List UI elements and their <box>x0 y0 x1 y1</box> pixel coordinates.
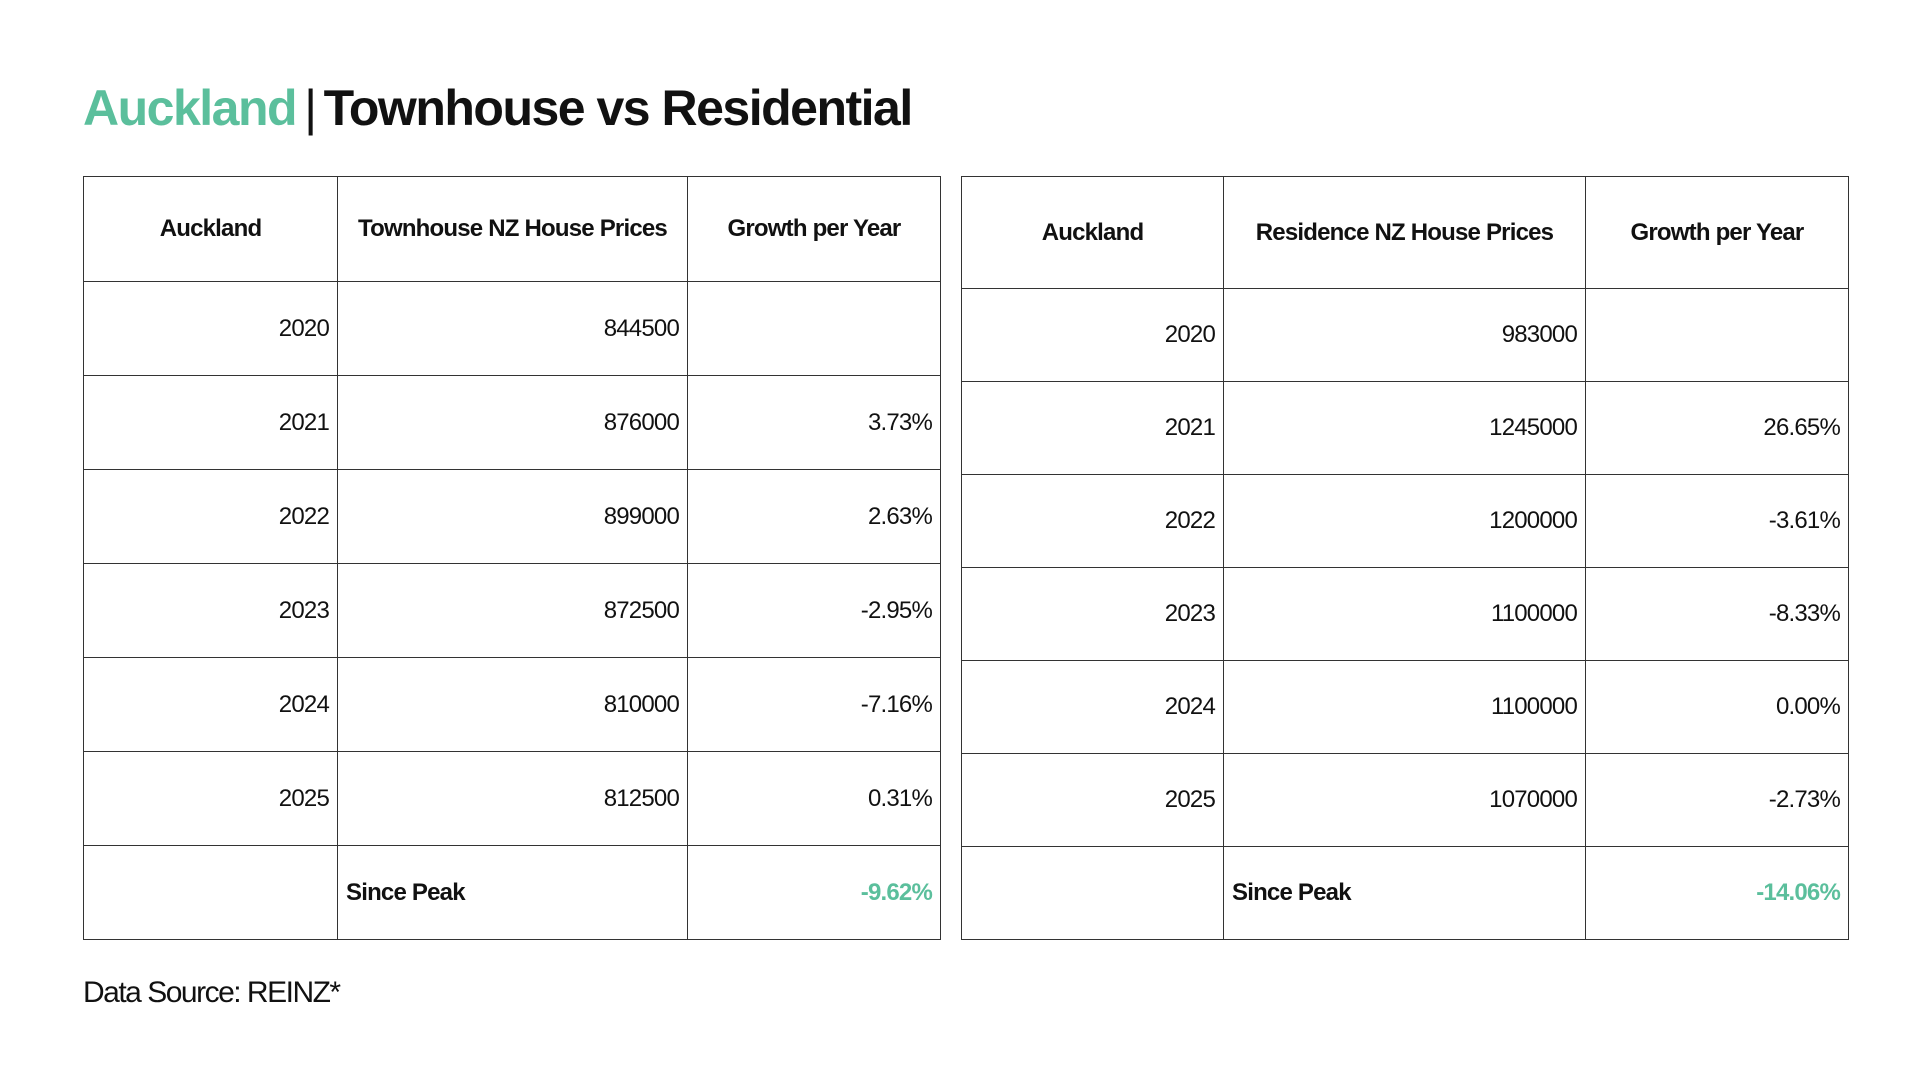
table-row <box>84 282 941 376</box>
year-cell: 2021 <box>962 382 1224 475</box>
column-header-price: Residence NZ House Prices <box>1224 177 1586 289</box>
year-cell: 2022 <box>962 475 1224 568</box>
year-cell: 2023 <box>962 568 1224 661</box>
price-cell: 1200000 <box>1224 475 1586 568</box>
townhouse-price-table <box>83 176 941 940</box>
year-cell: 2021 <box>84 376 338 470</box>
price-cell: 1100000 <box>1224 568 1586 661</box>
title-separator: | <box>304 80 316 136</box>
year-cell: 2024 <box>84 658 338 752</box>
growth-cell: 0.31% <box>688 752 941 846</box>
table-row <box>962 568 1849 661</box>
growth-cell: 26.65% <box>1586 382 1849 475</box>
column-header-region: Auckland <box>962 177 1224 289</box>
price-cell: 876000 <box>338 376 688 470</box>
since-peak-row <box>962 847 1849 940</box>
price-cell: 844500 <box>338 282 688 376</box>
table-header-row <box>84 177 941 282</box>
price-cell: 1245000 <box>1224 382 1586 475</box>
table-row <box>84 470 941 564</box>
year-cell: 2022 <box>84 470 338 564</box>
price-cell: 872500 <box>338 564 688 658</box>
page-title <box>83 78 912 138</box>
price-cell: 899000 <box>338 470 688 564</box>
growth-cell: -3.61% <box>1586 475 1849 568</box>
title-city: Auckland <box>83 80 297 136</box>
price-cell: 1100000 <box>1224 661 1586 754</box>
growth-cell: -2.95% <box>688 564 941 658</box>
title-subject: Townhouse vs Residential <box>323 80 912 136</box>
year-cell: 2024 <box>962 661 1224 754</box>
since-peak-value: -14.06% <box>1586 847 1849 940</box>
column-header-growth: Growth per Year <box>1586 177 1849 289</box>
table-row <box>962 289 1849 382</box>
year-cell: 2020 <box>962 289 1224 382</box>
growth-cell: 0.00% <box>1586 661 1849 754</box>
year-cell: 2020 <box>84 282 338 376</box>
year-cell: 2025 <box>84 752 338 846</box>
table-header-row <box>962 177 1849 289</box>
growth-cell: 2.63% <box>688 470 941 564</box>
since-peak-row <box>84 846 941 940</box>
table-row <box>84 376 941 470</box>
residence-price-table <box>961 176 1849 940</box>
price-cell: 983000 <box>1224 289 1586 382</box>
growth-cell <box>688 282 941 376</box>
column-header-region: Auckland <box>84 177 338 282</box>
year-cell: 2025 <box>962 754 1224 847</box>
empty-cell <box>962 847 1224 940</box>
price-cell: 810000 <box>338 658 688 752</box>
since-peak-value: -9.62% <box>688 846 941 940</box>
table-row <box>962 475 1849 568</box>
table-row <box>962 661 1849 754</box>
column-header-price: Townhouse NZ House Prices <box>338 177 688 282</box>
price-cell: 1070000 <box>1224 754 1586 847</box>
empty-cell <box>84 846 338 940</box>
growth-cell: -8.33% <box>1586 568 1849 661</box>
growth-cell: -7.16% <box>688 658 941 752</box>
price-cell: 812500 <box>338 752 688 846</box>
data-source-note: Data Source: REINZ* <box>83 976 340 1009</box>
column-header-growth: Growth per Year <box>688 177 941 282</box>
growth-cell <box>1586 289 1849 382</box>
year-cell: 2023 <box>84 564 338 658</box>
table-row <box>84 752 941 846</box>
table-row <box>84 564 941 658</box>
growth-cell: -2.73% <box>1586 754 1849 847</box>
table-row <box>962 382 1849 475</box>
since-peak-label: Since Peak <box>338 846 688 940</box>
table-row <box>962 754 1849 847</box>
growth-cell: 3.73% <box>688 376 941 470</box>
table-row <box>84 658 941 752</box>
since-peak-label: Since Peak <box>1224 847 1586 940</box>
